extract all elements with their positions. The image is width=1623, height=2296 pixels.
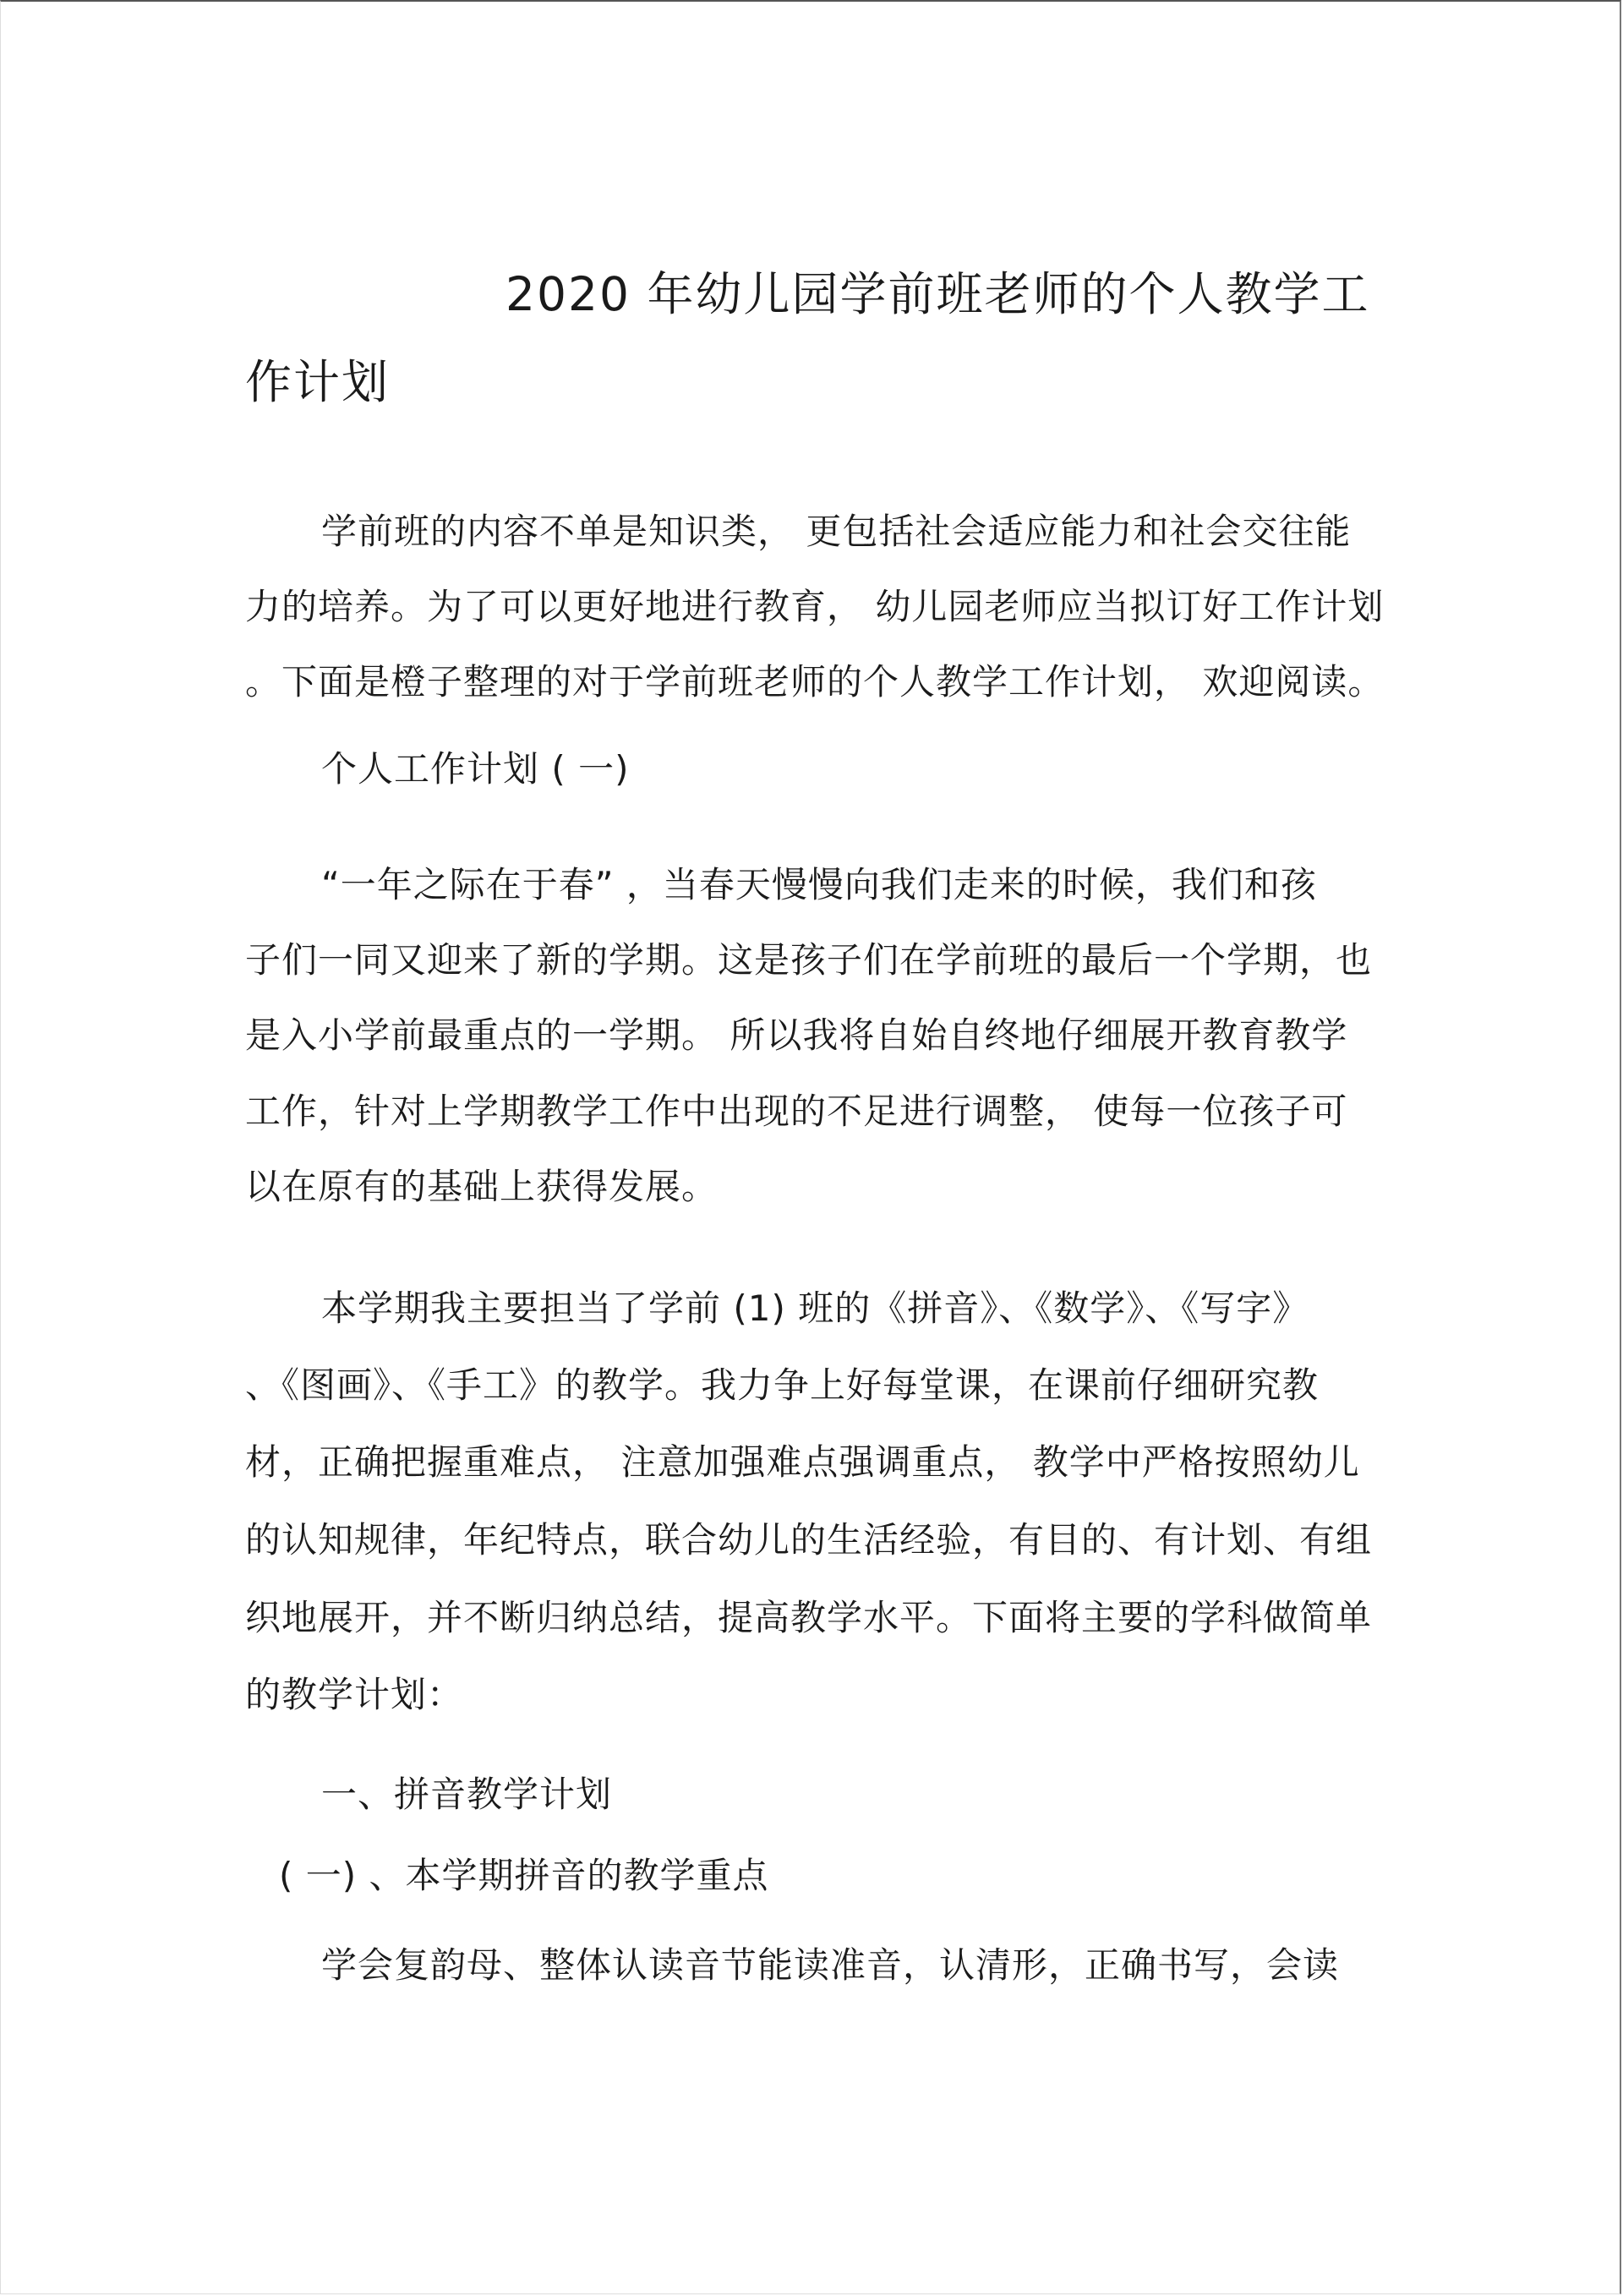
intro-line: 学前班的内容不单是知识类， 更包括社会适应能力和社会交往能 [321,511,1352,552]
paragraph-line: 子们一同又迎来了新的学期。这是孩子们在学前班的最后一个学期，也 [245,939,1373,981]
document-title-line-1: 2020 年幼儿园学前班老师的个人教学工 [505,267,1370,321]
paragraph-line: 的认知规律，年纪特点，联合幼儿的生活经验，有目的、有计划、有组 [245,1519,1373,1561]
paragraph-line: 以在原有的基础上获得发展。 [245,1166,719,1207]
intro-line: 。下面是橙子整理的对于学前班老师的个人教学工作计划， 欢迎阅读。 [245,661,1385,702]
section-heading: 个人工作计划 ( 一) [321,748,630,790]
paragraph-line: 的教学计划： [245,1674,464,1715]
intro-line: 力的培养。为了可以更好地进行教育， 幼儿园老师应当拟订好工作计划 [245,586,1385,627]
paragraph-line: 材，正确把握重难点， 注意加强难点强调重点， 教学中严格按照幼儿 [245,1441,1360,1483]
document-title-line-2: 作计划 [245,355,391,409]
paragraph-line: 织地展开，并不断归纳总结，提高教学水平。下面将主要的学科做简单 [245,1597,1373,1638]
paragraph-line: 是入小学前最重点的一学期。 所以我将自始自终地仔细展开教育教学 [245,1014,1348,1056]
subsection-heading: 一、拼音教学计划 [321,1774,613,1815]
paragraph-line: “一年之际在于春” ，当春天慢慢向我们走来的时候，我们和孩 [321,864,1317,905]
paragraph-line: 、《图画》、《手工》的教学。我力争上好每堂课，在课前仔细研究教 [245,1364,1320,1406]
paragraph-line: 本学期我主要担当了学前 (1) 班的《拼音》、《数学》、《写字》 [321,1287,1309,1329]
subsection-subheading: ( 一) 、本学期拼音的教学重点 [279,1855,769,1896]
paragraph-line: 工作，针对上学期教学工作中出现的不足进行调整， 使每一位孩子可 [245,1091,1348,1132]
paragraph-line: 学会复韵母、整体认读音节能读准音，认清形，正确书写，会读 [321,1944,1340,1986]
